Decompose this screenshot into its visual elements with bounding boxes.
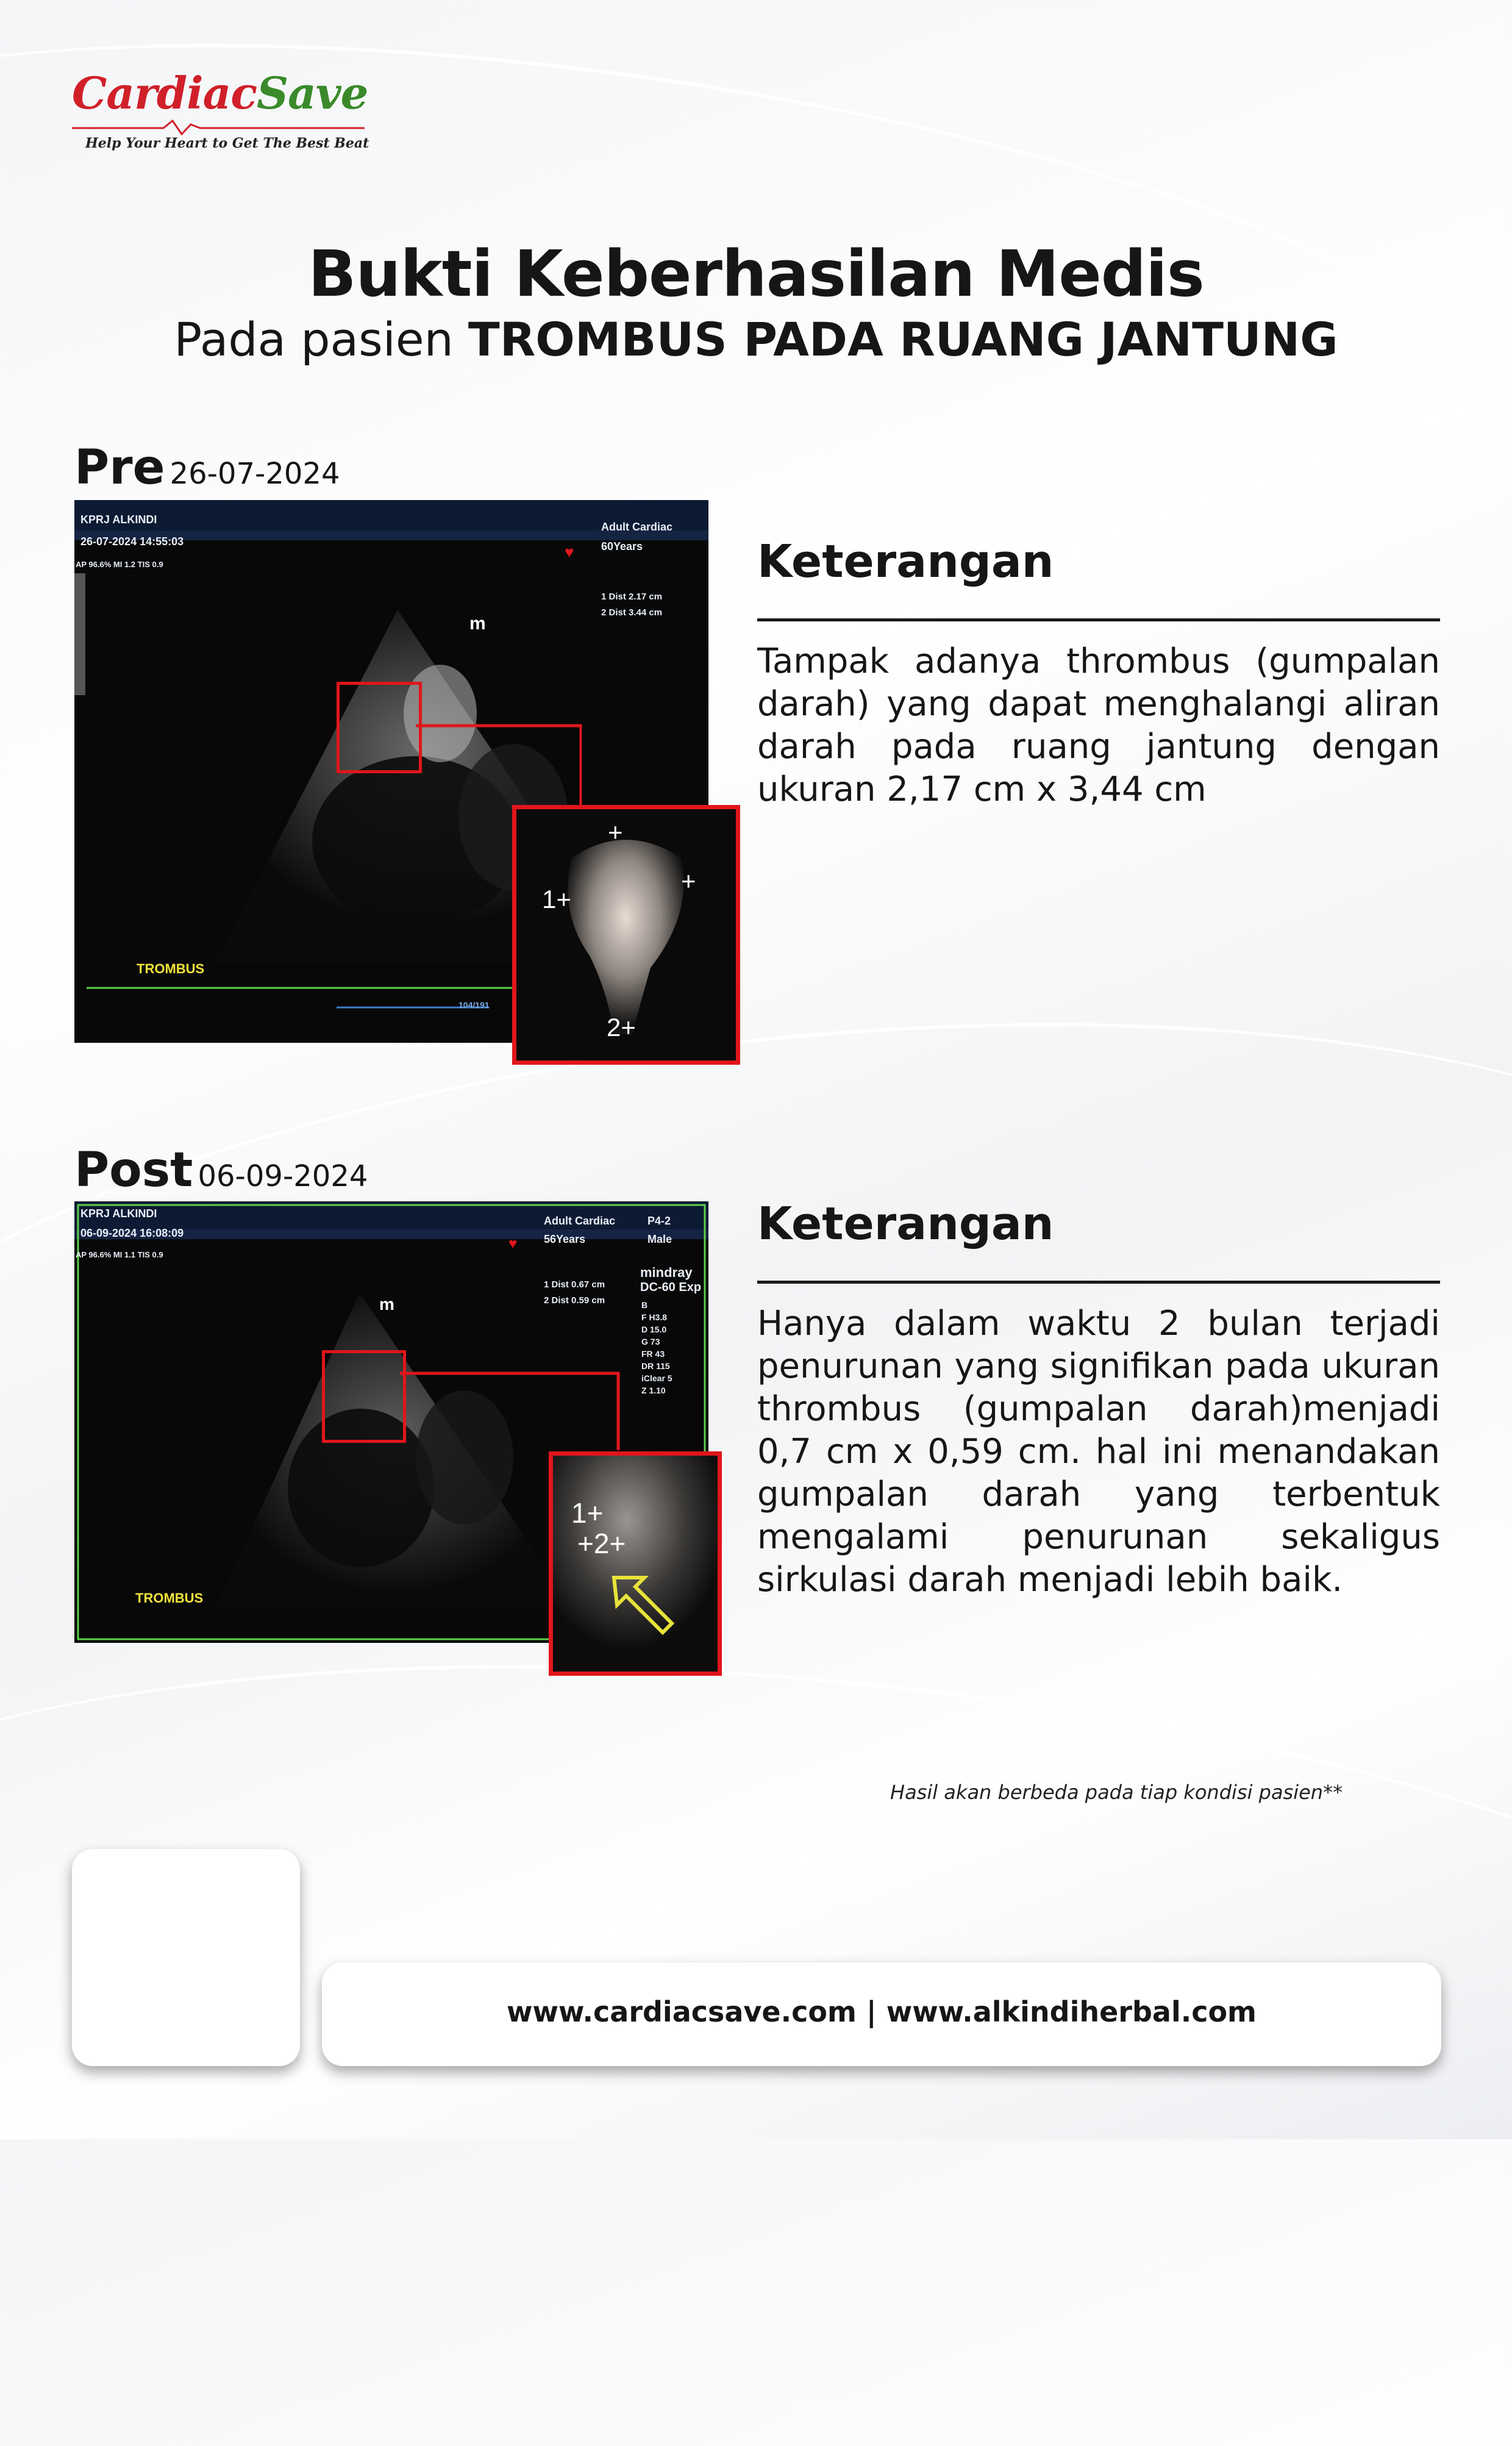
post-echo-setting: Z 1.10 bbox=[641, 1386, 666, 1395]
pre-thrombus-marker bbox=[337, 682, 422, 773]
pre-echo-hospital: KPRJ ALKINDI bbox=[80, 513, 157, 526]
post-echo-label: TROMBUS bbox=[135, 1590, 204, 1606]
svg-text:+: + bbox=[681, 867, 696, 895]
post-echo-params: AP 96.6% MI 1.1 TIS 0.9 bbox=[76, 1250, 163, 1259]
qr-card bbox=[72, 1849, 300, 2066]
post-echo-probe: P4-2 bbox=[647, 1215, 671, 1227]
post-echo-measure-2: 2 Dist 0.59 cm bbox=[544, 1295, 605, 1306]
pre-echo-datetime: 26-07-2024 14:55:03 bbox=[80, 535, 184, 548]
svg-text:m: m bbox=[379, 1295, 394, 1314]
brand-logo[interactable] bbox=[72, 67, 369, 165]
post-echo-datetime: 06-09-2024 16:08:09 bbox=[80, 1227, 184, 1239]
post-echo-settings bbox=[641, 1299, 672, 1396]
pre-echo-label: TROMBUS bbox=[137, 961, 205, 976]
svg-text:2+: 2+ bbox=[607, 1013, 636, 1042]
post-description: Hanya dalam waktu 2 bulan terjadi penurunan yang signifikan pada ukuran thrombus (gumpalan darah)menjadi 0,7 cm x 0,59 cm. hal ini menandakan gumpalan darah yang terbentuk mengalami penurunan sekaligus sirkulasi darah menjadi lebih baik. bbox=[757, 1304, 1440, 1600]
post-zoom-thrombus-graphic bbox=[553, 1456, 718, 1672]
post-echo-sex: Male bbox=[647, 1233, 672, 1245]
pre-label: Pre bbox=[74, 440, 165, 495]
svg-text:+2+: +2+ bbox=[577, 1528, 626, 1559]
pre-date: 26-07-2024 bbox=[169, 457, 340, 491]
svg-text:+: + bbox=[608, 818, 623, 846]
post-echo-measure-1: 1 Dist 0.67 cm bbox=[544, 1279, 605, 1290]
brand-tagline: Help Your Heart to Get The Best Beat bbox=[85, 135, 369, 151]
pre-echo-age: 60Years bbox=[601, 540, 643, 552]
post-thrombus-marker bbox=[322, 1350, 406, 1443]
subtitle-condition: TROMBUS PADA RUANG JANTUNG bbox=[468, 312, 1338, 367]
pre-section-label bbox=[74, 440, 340, 495]
pre-description: Tampak adanya thrombus (gumpalan darah) yang dapat menghalangi aliran darah pada ruang jantung dengan ukuran 2,17 cm x 3,44 cm bbox=[757, 642, 1440, 809]
post-zoom-inset bbox=[549, 1451, 722, 1676]
pre-echo-mode: Adult Cardiac bbox=[601, 521, 673, 533]
post-echo-setting: B bbox=[641, 1300, 648, 1310]
post-echo-setting: FR 43 bbox=[641, 1349, 665, 1359]
post-echo-setting: G 73 bbox=[641, 1337, 660, 1346]
brand-name bbox=[72, 67, 368, 119]
brand-name-part2: Save bbox=[257, 67, 368, 119]
brand-name-part1: Cardiac bbox=[72, 67, 257, 119]
post-section-label bbox=[74, 1143, 368, 1198]
disclaimer-note: Hasil akan berbeda pada tiap kondisi pasien** bbox=[890, 1781, 1343, 1804]
post-divider bbox=[757, 1281, 1440, 1284]
pre-heading: Keterangan bbox=[757, 535, 1054, 588]
heart-icon: ♥ bbox=[508, 1236, 518, 1252]
post-echo-setting: DR 115 bbox=[641, 1361, 670, 1371]
heartbeat-line-icon bbox=[72, 120, 365, 135]
pre-echo-measure-1: 1 Dist 2.17 cm bbox=[601, 592, 663, 602]
post-echo-device-model: DC-60 Exp bbox=[640, 1281, 702, 1294]
subtitle-prefix: Pada pasien bbox=[174, 312, 454, 367]
post-echo-setting: D 15.0 bbox=[641, 1325, 667, 1334]
heart-icon: ♥ bbox=[565, 543, 574, 561]
pre-zoom-thrombus-graphic bbox=[516, 809, 736, 1060]
post-date: 06-09-2024 bbox=[198, 1159, 368, 1193]
pre-echo-measure-2: 2 Dist 3.44 cm bbox=[601, 607, 663, 618]
page-title: Bukti Keberhasilan Medis bbox=[308, 237, 1204, 311]
post-echo-device-brand: mindray bbox=[640, 1265, 693, 1280]
svg-text:1+: 1+ bbox=[571, 1497, 604, 1529]
page-subtitle bbox=[0, 312, 1512, 367]
post-label: Post bbox=[74, 1143, 193, 1198]
pre-divider bbox=[757, 618, 1440, 621]
footer-card bbox=[322, 1962, 1441, 2066]
pre-echo-frame: 104/191 bbox=[458, 1000, 490, 1010]
post-echo-hospital: KPRJ ALKINDI bbox=[80, 1207, 157, 1220]
footer-links[interactable]: www.cardiacsave.com | www.alkindiherbal.com bbox=[506, 1995, 1257, 2028]
svg-text:1+: 1+ bbox=[542, 885, 571, 914]
post-echo-setting: iClear 5 bbox=[641, 1373, 672, 1383]
post-echo-mode: Adult Cardiac bbox=[544, 1215, 616, 1227]
pre-echo-params: AP 96.6% MI 1.2 TIS 0.9 bbox=[76, 560, 163, 569]
post-echo-age: 56Years bbox=[544, 1233, 586, 1245]
svg-text:m: m bbox=[469, 613, 486, 634]
post-heading: Keterangan bbox=[757, 1198, 1054, 1250]
post-echo-setting: F H3.8 bbox=[641, 1312, 668, 1322]
pre-zoom-inset bbox=[512, 805, 740, 1065]
